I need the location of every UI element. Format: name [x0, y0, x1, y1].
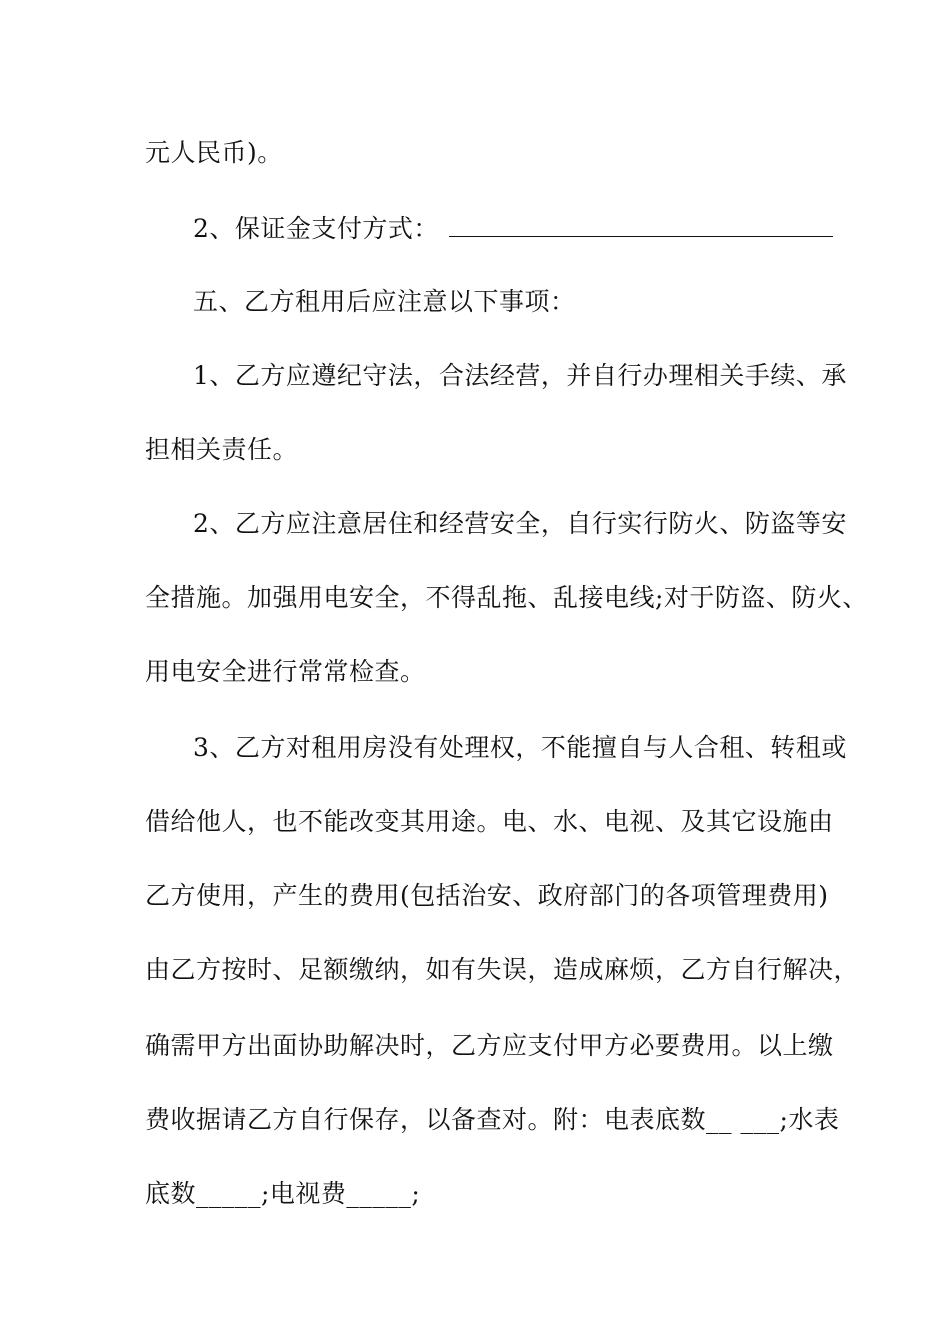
deposit-payment-blank[interactable]	[449, 212, 833, 237]
paragraph-line: 3、乙方对租用房没有处理权，不能擅自与人合租、转租或	[193, 733, 847, 762]
paragraph-line: 用电安全进行常常检查。	[145, 657, 426, 686]
paragraph-line: 由乙方按时、足额缴纳，如有失误，造成麻烦，乙方自行解决，	[145, 955, 860, 984]
paragraph-line: 2、乙方应注意居住和经营安全，自行实行防火、防盗等安	[193, 509, 847, 538]
paragraph-line: 元人民币)。	[145, 138, 283, 167]
paragraph-line: 1、乙方应遵纪守法，合法经营，并自行办理相关手续、承	[193, 361, 847, 390]
paragraph-line: 借给他人，也不能改变其用途。电、水、电视、及其它设施由	[145, 807, 834, 836]
paragraph-line: 担相关责任。	[145, 435, 299, 464]
paragraph-line: 底数_____;电视费_____;	[145, 1179, 421, 1208]
deposit-payment-line	[193, 209, 833, 249]
paragraph-line: 费收据请乙方自行保存，以备查对。附：电表底数__ ___;水表	[145, 1105, 840, 1134]
paragraph-line: 全措施。加强用电安全，不得乱拖、乱接电线;对于防盗、防火、	[145, 583, 868, 612]
paragraph-line: 确需甲方出面协助解决时，乙方应支付甲方必要费用。以上缴	[145, 1031, 834, 1060]
deposit-payment-label: 2、保证金支付方式：	[193, 214, 439, 243]
paragraph-line: 乙方使用，产生的费用(包括治安、政府部门的各项管理费用)	[145, 881, 829, 910]
section-heading: 五、乙方租用后应注意以下事项：	[193, 287, 576, 316]
